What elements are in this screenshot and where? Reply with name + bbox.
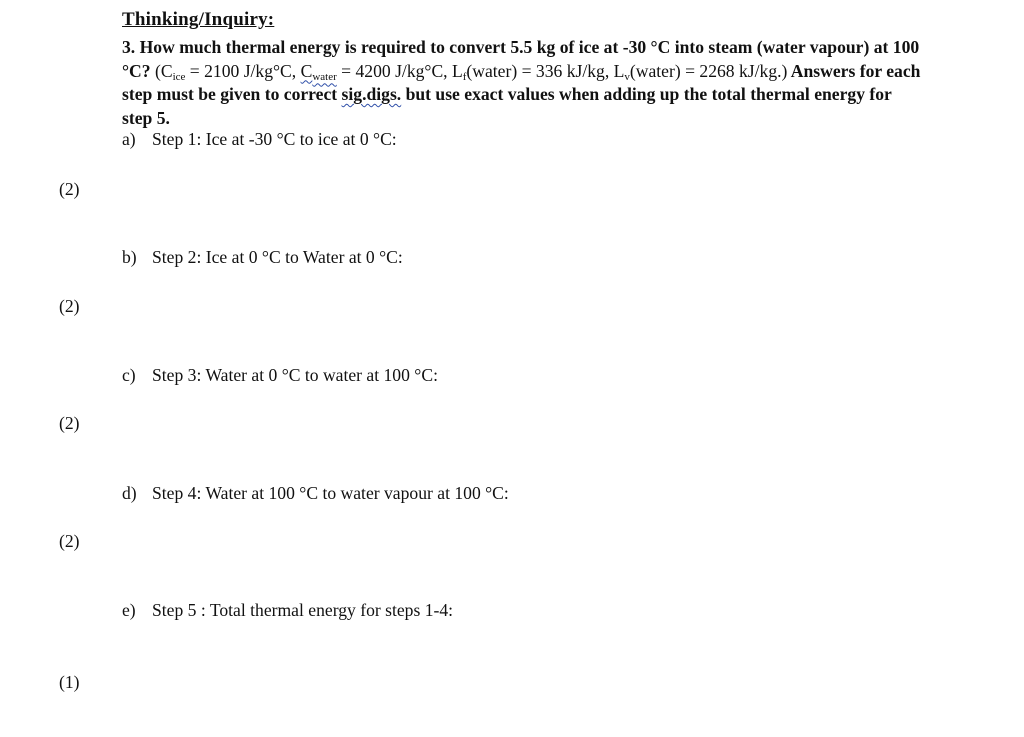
lf-symbol: L (451, 60, 463, 81)
step-letter: c) (122, 365, 136, 385)
marks-step-d: (2) (59, 531, 80, 551)
given-open: ( (150, 60, 161, 81)
step-a (122, 128, 397, 150)
step-e (122, 599, 453, 621)
c-ice-symbol: C (160, 60, 173, 81)
step-letter: d) (122, 483, 137, 503)
step-text: Step 2: Ice at 0 °C to Water at 0 °C: (152, 247, 403, 267)
step-letter: a) (122, 129, 136, 149)
step-text: Step 5 : Total thermal energy for steps 1-4: (152, 600, 454, 620)
step-letter: b) (122, 247, 137, 267)
lf-value: (water) = 336 kJ/kg, (466, 60, 614, 81)
c-water-subscript: water (312, 70, 337, 83)
step-b (122, 246, 403, 268)
marks-step-a: (2) (59, 179, 80, 199)
marks-step-b: (2) (59, 296, 80, 316)
lv-symbol: L (613, 60, 625, 81)
question-number: 3. (122, 37, 136, 57)
lv-subscript: v (624, 70, 630, 83)
lf-subscript: f (462, 70, 467, 83)
question-3 (122, 36, 922, 130)
step-text: Step 4: Water at 100 °C to water vapour at 100 °C: (152, 483, 509, 503)
step-text: Step 1: Ice at -30 °C to ice at 0 °C: (152, 129, 397, 149)
question-prompt: How much thermal energy is required to convert 5.5 kg of ice at -30 °C into steam (water vapour) at 100 °C? (122, 37, 920, 81)
section-heading: Thinking/Inquiry: (122, 9, 275, 30)
step-d (122, 482, 509, 504)
marks-step-e: (1) (59, 672, 80, 692)
lv-value: (water) = 2268 kJ/kg.) (629, 60, 788, 81)
instruction-part1: Answers for each step must be given to correct (122, 60, 921, 104)
c-ice-value: = 2100 J/kg°C, (185, 60, 301, 81)
c-water-value: = 4200 J/kg°C, (336, 60, 452, 81)
step-text: Step 3: Water at 0 °C to water at 100 °C: (152, 365, 438, 385)
step-c (122, 364, 438, 386)
instruction-part2: but use exact values when adding up the total thermal energy for step 5. (122, 84, 892, 128)
c-water-symbol: C (300, 60, 313, 81)
sig-digs-term: sig.digs. (341, 84, 402, 104)
marks-step-c: (2) (59, 413, 80, 433)
c-ice-subscript: ice (172, 70, 186, 83)
step-letter: e) (122, 600, 136, 620)
